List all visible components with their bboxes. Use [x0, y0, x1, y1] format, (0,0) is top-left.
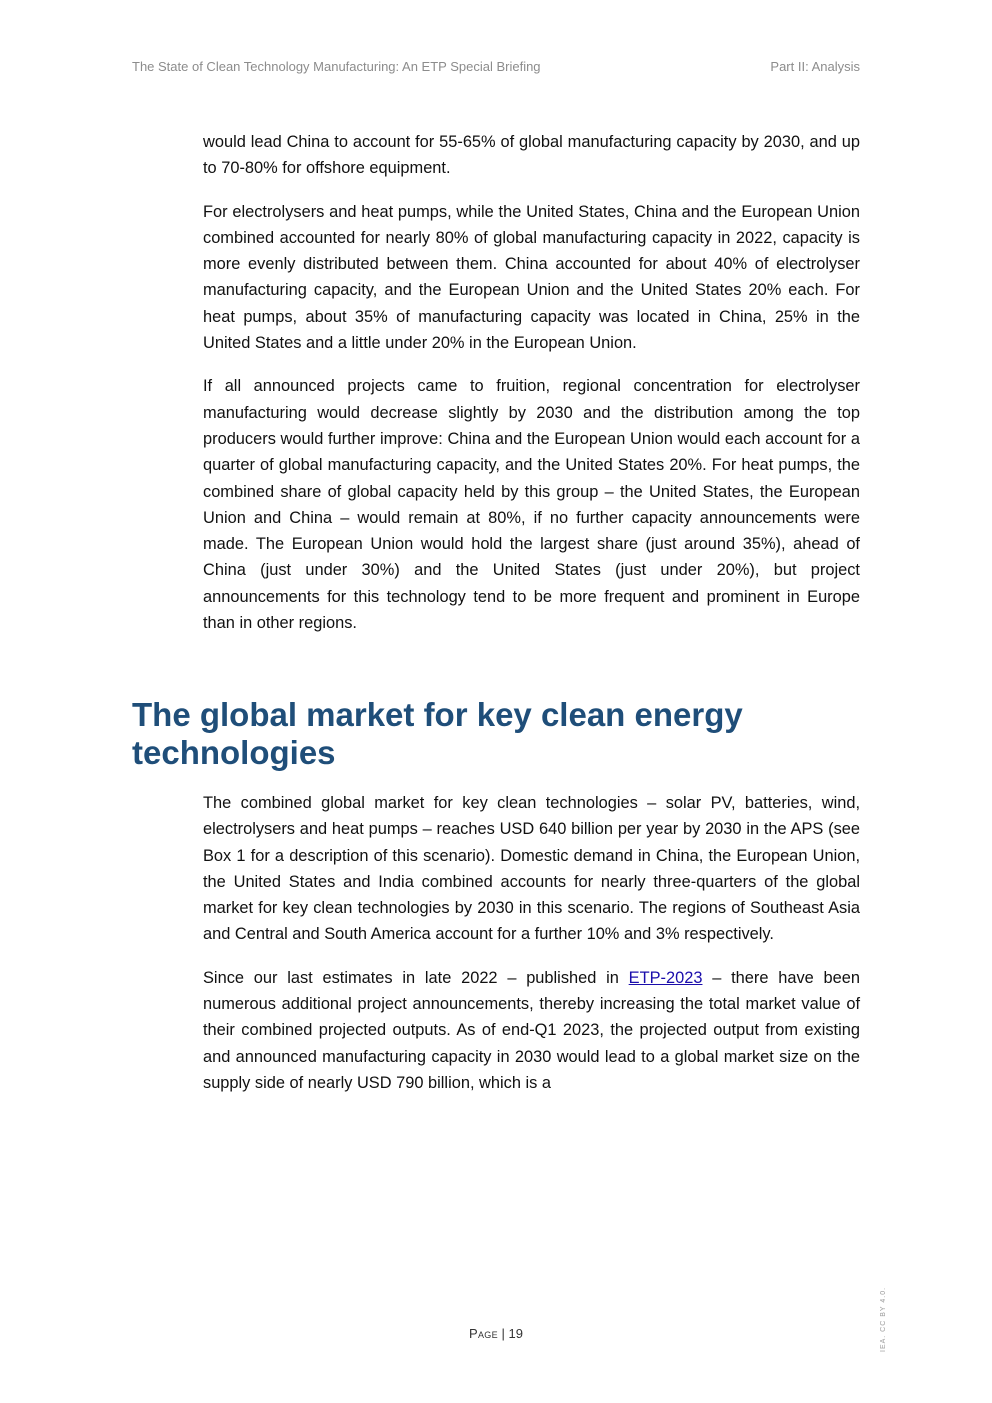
section-heading: The global market for key clean energy technologies	[132, 696, 743, 771]
paragraph: The combined global market for key clean technologies – solar PV, batteries, wind, electrolysers and heat pumps – reaches USD 640 billion per year by 2030 in the APS (see Box 1 for a description of this scenario). Domestic demand in China, the European Union, the United States and India combined accounts for nearly three-quarters of the global market for key clean technologies by 2030 in this scenario. The regions of Southeast Asia and Central and South America account for a further 10% and 3% respectively.	[203, 794, 860, 944]
section-part-header: Part II: Analysis	[770, 59, 860, 74]
page-footer	[0, 1326, 992, 1341]
body-text-bottom	[203, 790, 860, 1096]
paragraph-with-link	[203, 965, 860, 1096]
page-number: 19	[508, 1326, 523, 1341]
body-text-top	[203, 129, 860, 636]
page-label: Page	[469, 1326, 498, 1341]
paragraph: would lead China to account for 55-65% of global manufacturing capacity by 2030, and up to 70-80% for offshore equipment.	[203, 133, 860, 178]
paragraph-text: Since our last estimates in late 2022 – published in	[203, 968, 629, 987]
licence-note: IEA. CC BY 4.0.	[880, 1286, 887, 1352]
page-separator: |	[497, 1326, 509, 1341]
paragraph: If all announced projects came to fruition, regional concentration for electrolyser manufacturing would decrease slightly by 2030 and the distribution among the top producers would further improve: China and the European Union would each account for a quarter of global manufacturing capacity, and the United States 20%. For heat pumps, the combined share of global capacity held by this group – the United States, the European Union and China – would remain at 80%, if no further capacity announcements were made. The European Union would hold the largest share (just around 35%), ahead of China (just under 30%) and the United States (just under 20%), but project announcements for this technology tend to be more frequent and prominent in Europe than in other regions.	[203, 377, 860, 633]
etp-2023-link[interactable]: ETP-2023	[628, 968, 703, 987]
paragraph: For electrolysers and heat pumps, while the United States, China and the European Union combined accounted for nearly 80% of global manufacturing capacity in 2022, capacity is more evenly distributed between them. China accounted for about 40% of electrolyser manufacturing capacity, and the European Union and the United States 20% each. For heat pumps, about 35% of manufacturing capacity was located in China, 25% in the United States and a little under 20% in the European Union.	[203, 202, 860, 353]
paragraph-text: – there have been numerous additional project announcements, thereby increasing the total market value of their combined projected outputs. As of end-Q1 2023, the projected output from existing and announced manufacturing capacity in 2030 would lead to a global market size on the supply side of nearly USD 790 billion, which is a	[203, 968, 860, 1092]
document-title-header: The State of Clean Technology Manufacturing: An ETP Special Briefing	[132, 59, 541, 74]
